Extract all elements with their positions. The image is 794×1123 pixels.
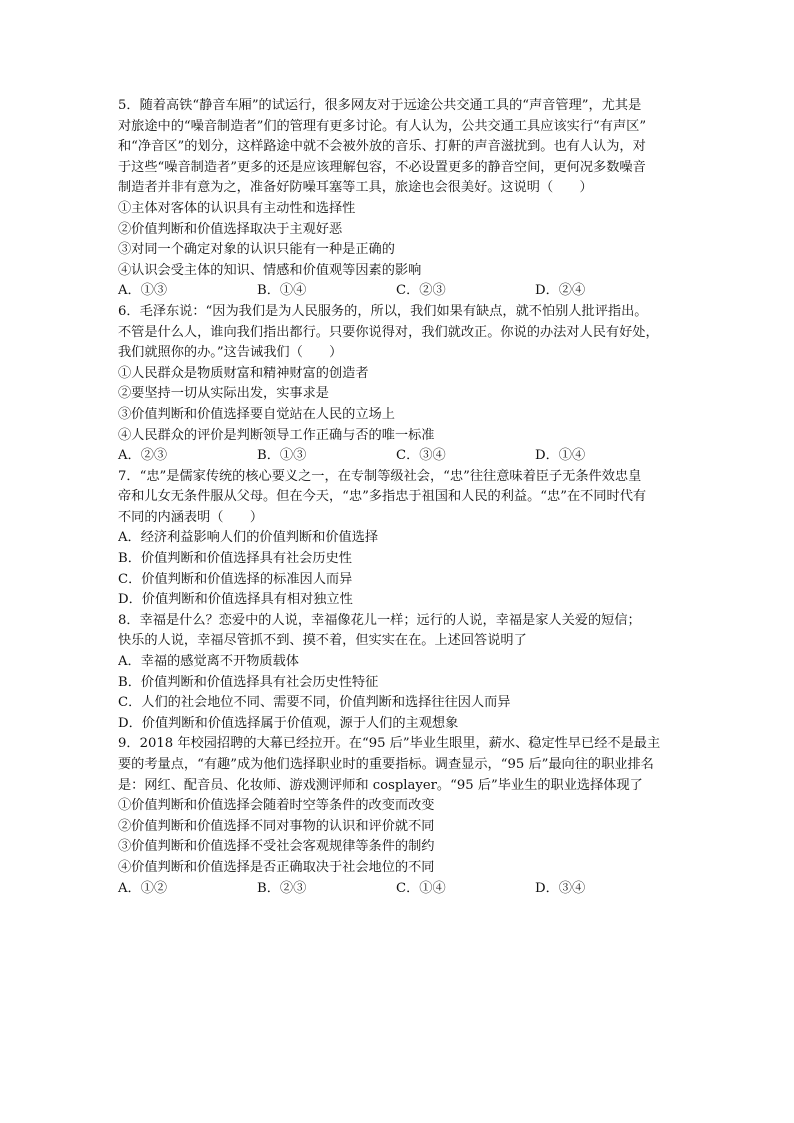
option-d: D．①④ xyxy=(535,448,586,464)
question-6 xyxy=(118,302,698,467)
question-stem-line: 帝和儿女无条件服从父母。但在今天，“忠”多指忠于祖国和人民的利益。“忠”在不同时代有 xyxy=(118,489,647,505)
statement-item: ②价值判断和价值选择不同对事物的认识和评价就不同 xyxy=(118,818,435,834)
question-stem-line: 和“净音区”的划分，这样路途中就不会被外放的音乐、打鼾的声音滋扰到。也有人认为，对 xyxy=(118,139,646,155)
question-5 xyxy=(118,96,698,302)
question-stem-line: 快乐的人说，幸福尽管抓不到、摸不着，但实实在在。上述回答说明了 xyxy=(118,633,527,649)
statement-item: ①人民群众是物质财富和精神财富的创造者 xyxy=(118,365,369,381)
statement-item: ④价值判断和价值选择是否正确取决于社会地位的不同 xyxy=(118,859,435,875)
question-7 xyxy=(118,467,698,611)
answer-options xyxy=(118,281,698,302)
statement-item: ①主体对客体的认识具有主动性和选择性 xyxy=(118,200,356,216)
statement-item: ④认识会受主体的知识、情感和价值观等因素的影响 xyxy=(118,262,422,278)
question-stem-line: 我们就照你的办。”这告诫我们（ ） xyxy=(118,345,343,361)
question-9 xyxy=(118,734,698,899)
option-b: B．①④ xyxy=(257,283,307,299)
option-c: C．①④ xyxy=(396,880,446,896)
option-a: A．②③ xyxy=(118,448,168,464)
statement-item: ②价值判断和价值选择取决于主观好恶 xyxy=(118,221,343,237)
option-item: C．价值判断和价值选择的标准因人而异 xyxy=(118,571,353,587)
option-item: A．幸福的感觉离不开物质载体 xyxy=(118,654,299,670)
statement-item: ②要坚持一切从实际出发，实事求是 xyxy=(118,386,329,402)
question-stem-line: 不同的内涵表明（ ） xyxy=(118,509,264,525)
question-stem-line: 制造者并非有意为之，准备好防噪耳塞等工具，旅途也会很美好。这说明（ ） xyxy=(118,180,593,196)
statement-item: ③对同一个确定对象的认识只能有一种是正确的 xyxy=(118,242,395,258)
option-d: D．③④ xyxy=(535,880,586,896)
statement-item: ③价值判断和价值选择不受社会客观规律等条件的制约 xyxy=(118,839,435,855)
question-stem-line: 8．幸福是什么？恋爱中的人说，幸福像花儿一样；远行的人说，幸福是家人关爱的短信； xyxy=(118,612,641,628)
option-c: C．②③ xyxy=(396,283,446,299)
answer-options xyxy=(118,446,698,467)
option-item: B．价值判断和价值选择具有社会历史性特征 xyxy=(118,674,379,690)
option-b: B．②③ xyxy=(257,880,307,896)
question-stem-line: 6．毛泽东说：“因为我们是为人民服务的，所以，我们如果有缺点，就不怕别人批评指出。 xyxy=(118,303,648,319)
question-stem-line: 不管是什么人，谁向我们指出都行。只要你说得对，我们就改正。你说的办法对人民有好处， xyxy=(118,324,659,340)
question-8 xyxy=(118,611,698,735)
option-item: D．价值判断和价值选择属于价值观，源于人们的主观想象 xyxy=(118,715,459,731)
option-item: A．经济利益影响人们的价值判断和价值选择 xyxy=(118,530,379,546)
question-stem-line: 于这些“噪音制造者”更多的还是应该理解包容，不必设置更多的静音空间，更何况多数噪音 xyxy=(118,159,646,175)
question-stem-line: 对旅途中的“噪音制造者”们的管理有更多讨论。有人认为，公共交通工具应该实行“有声区” xyxy=(118,118,647,134)
option-b: B．①③ xyxy=(257,448,307,464)
option-a: A．①③ xyxy=(118,283,168,299)
answer-options xyxy=(118,879,698,900)
question-stem-line: 是：网红、配音员、化妆师、游戏测评师和 cosplayer。“95 后”毕业生的职业选择体现了 xyxy=(118,777,643,793)
statement-item: ①价值判断和价值选择会随着时空等条件的改变而改变 xyxy=(118,798,435,814)
option-item: C．人们的社会地位不同、需要不同，价值判断和选择往往因人而异 xyxy=(118,695,511,711)
question-stem-line: 5．随着高铁“静音车厢”的试运行，很多网友对于远途公共交通工具的“声音管理”，尤其是 xyxy=(118,98,642,113)
option-d: D．②④ xyxy=(535,283,586,299)
option-item: D．价值判断和价值选择具有相对独立性 xyxy=(118,592,353,608)
exam-page xyxy=(118,96,698,899)
question-stem-line: 要的考量点，“有趣”成为他们选择职业时的重要指标。调查显示，“95 后”最向往的职业排名 xyxy=(118,757,654,772)
question-stem-line: 9．2018 年校园招聘的大幕已经拉开。在“95 后”毕业生眼里，薪水、稳定性早已经不是最主 xyxy=(118,736,661,752)
option-c: C．③④ xyxy=(396,448,446,464)
statement-item: ③价值判断和价值选择要自觉站在人民的立场上 xyxy=(118,406,395,422)
option-item: B．价值判断和价值选择具有社会历史性 xyxy=(118,551,352,567)
statement-item: ④人民群众的评价是判断领导工作正确与否的唯一标准 xyxy=(118,427,435,443)
option-a: A．①② xyxy=(118,880,168,896)
question-stem-line: 7．“忠”是儒家传统的核心要义之一，在专制等级社会，“忠”往往意味着臣子无条件效忠皇 xyxy=(118,468,642,484)
